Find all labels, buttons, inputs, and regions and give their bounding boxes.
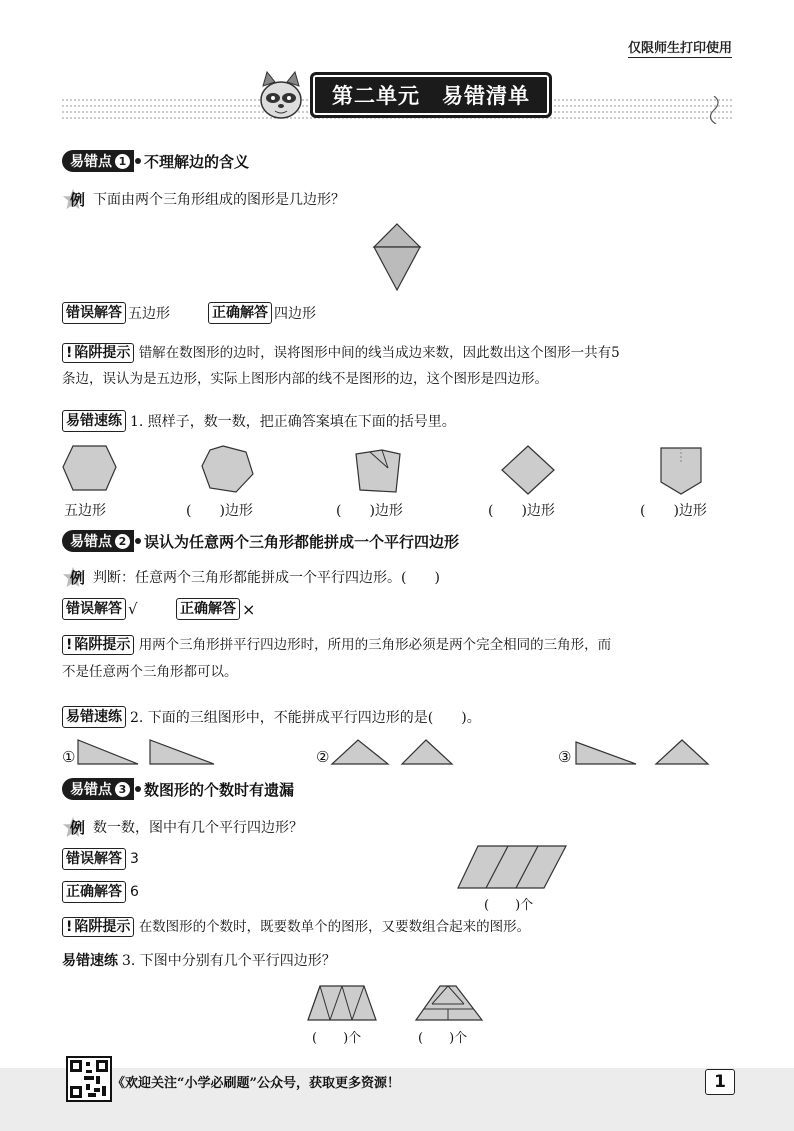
- trap-label: ! 陷阱提示: [62, 635, 134, 655]
- right-answer-label: 正确解答: [176, 598, 240, 620]
- shape-label-2: ( )边形: [186, 503, 253, 519]
- section-3-header: [62, 778, 294, 800]
- section-title: 不理解边的含义: [144, 152, 250, 171]
- answers-1: [62, 302, 316, 324]
- trap-label: ! 陷阱提示: [62, 917, 134, 937]
- example-1: 例 下面由两个三角形组成的图形是几边形？: [62, 188, 345, 210]
- shape-label-3: ( )边形: [336, 503, 403, 519]
- wrong-3: [62, 848, 139, 870]
- right-answer-label: 正确解答: [62, 881, 126, 903]
- trap-label: ! 陷阱提示: [62, 343, 134, 363]
- right-answer: 6: [130, 884, 139, 900]
- error-point-tag: 易错点 2: [62, 530, 134, 552]
- option-2: ②: [316, 748, 330, 766]
- polygon-shapes: [60, 442, 740, 500]
- parallelogram-figure: [456, 844, 568, 890]
- page-number: 1: [705, 1069, 735, 1095]
- wrong-answer: √: [128, 600, 138, 618]
- practice-2: 易错速练 2. 下面的三组图形中，不能拼成平行四边形的是( )。: [62, 706, 481, 728]
- error-point-tag: 易错点 1: [62, 150, 134, 172]
- trap-tip-3: ! 陷阱提示 在数图形的个数时，既要数单个的图形，又要数组合起来的图形。: [62, 916, 742, 938]
- example-3: 例 数一数，图中有几个平行四边形？: [62, 816, 303, 838]
- answers-2: [62, 598, 255, 620]
- wrong-answer: 3: [130, 851, 139, 867]
- wrong-answer-label: 错误解答: [62, 302, 126, 324]
- section-2-header: [62, 530, 459, 552]
- right-answer: 四边形: [274, 306, 316, 322]
- option-3: ③: [558, 748, 572, 766]
- shape-label-4: ( )边形: [488, 503, 555, 519]
- qr-code-icon: [66, 1056, 112, 1102]
- option-1: ①: [62, 748, 76, 766]
- footer-text: 《欢迎关注“小学必刷题”公众号，获取更多资源！: [112, 1076, 400, 1091]
- shape-label-1: 五边形: [64, 503, 106, 519]
- trap-tip-2: ! 陷阱提示 用两个三角形拼平行四边形时，所用的三角形必须是两个完全相同的三角形，而 不是任意两个三角形都可以。: [62, 637, 612, 680]
- practice-1: 易错速练 1. 照样子，数一数，把正确答案填在下面的括号里。: [62, 410, 456, 432]
- figure-count-label-1: ( )个: [312, 1031, 362, 1046]
- figure-count-label: ( )个: [484, 898, 534, 913]
- triangle-pairs: [76, 738, 716, 768]
- print-notice: 仅限师生打印使用: [628, 37, 732, 58]
- right-answer-label: 正确解答: [208, 302, 272, 324]
- unit-banner: 第二单元 易错清单: [310, 72, 552, 118]
- error-point-tag: 易错点 3: [62, 778, 134, 800]
- section-title: 数图形的个数时有遗漏: [144, 780, 295, 799]
- kite-figure: [372, 222, 422, 292]
- section-1-header: [62, 150, 249, 172]
- right-3: [62, 881, 139, 903]
- wrong-answer-label: 错误解答: [62, 598, 126, 620]
- wrong-answer-label: 错误解答: [62, 848, 126, 870]
- section-title: 误认为任意两个三角形都能拼成一个平行四边形: [144, 532, 460, 551]
- shape-label-5: ( )边形: [640, 503, 707, 519]
- trap-tip-1: ! 陷阱提示 错解在数图形的边时，误将图形中间的线当成边来数，因此数出这个图形一共有5 条边，误认为是五边形，实际上图形内部的线不是图形的边，这个图形是四边形。: [62, 345, 620, 387]
- wrong-answer: 五边形: [128, 306, 170, 322]
- counting-figures: [306, 984, 496, 1024]
- practice-3: 易错速练 3. 下图中分别有几个平行四边形？: [62, 953, 336, 969]
- right-answer: ×: [242, 599, 256, 619]
- raccoon-mascot-icon: [253, 70, 309, 124]
- figure-count-label-2: ( )个: [418, 1031, 468, 1046]
- example-2: 例 判断：任意两个三角形都能拼成一个平行四边形。( ): [62, 566, 440, 588]
